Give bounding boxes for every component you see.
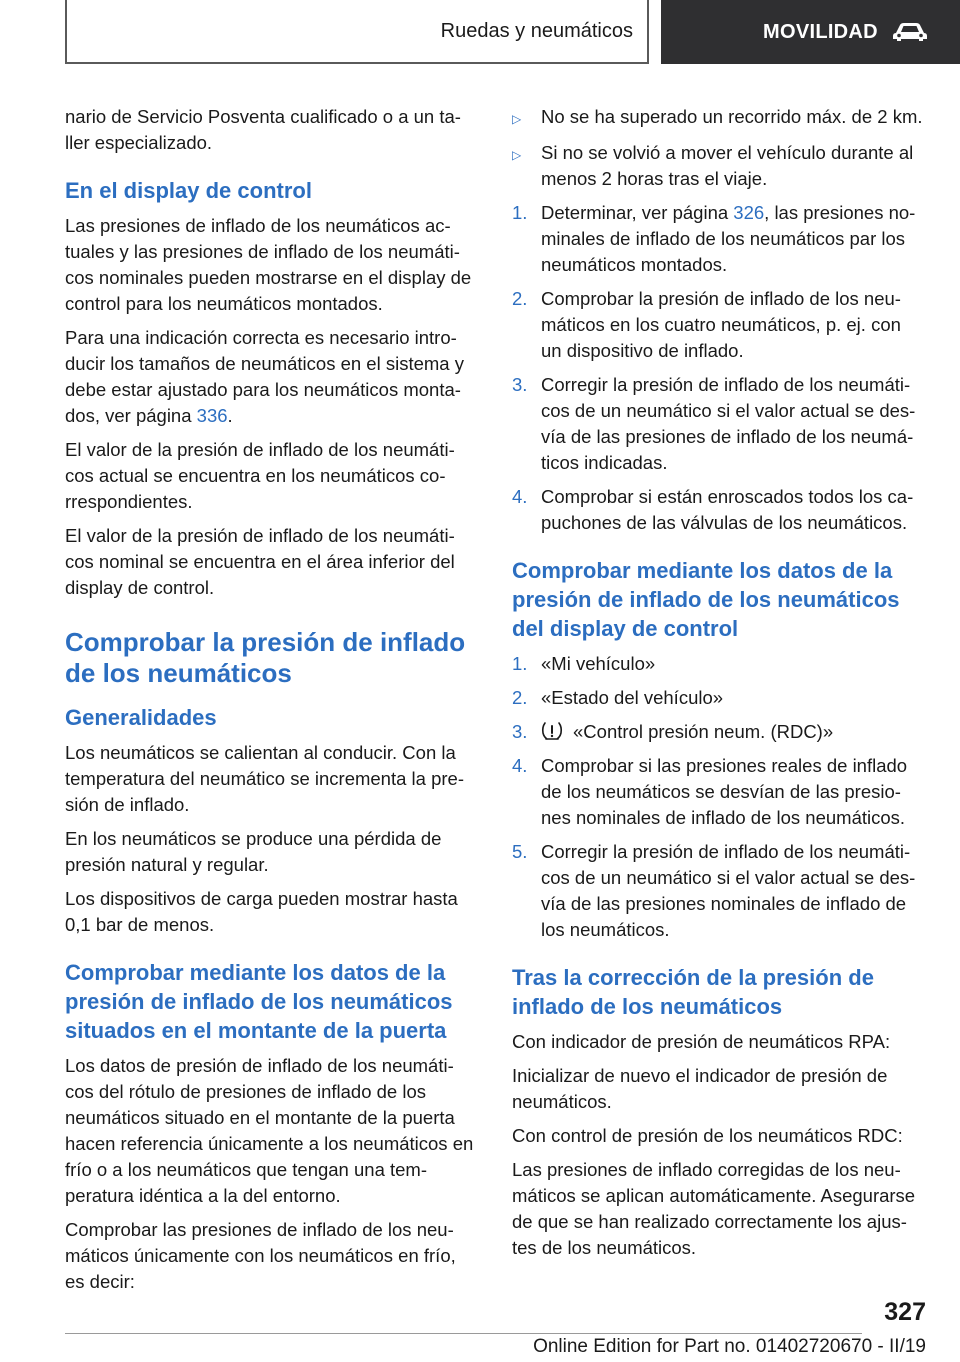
paragraph: Las presiones de inflado corregidas de los neu‐máticos se aplican automáticamente. Asegurarse de que se han realizado correctamente los ajus‐tes de los neumáticos. — [512, 1159, 916, 1258]
paragraph: Inicializar de nuevo el indicador de presión de neumáticos. — [512, 1065, 888, 1112]
heading-display-check: Comprobar mediante los datos de la presión de inflado de los neumáticos del display de control — [512, 558, 900, 641]
heading-check-pressure: Comprobar la presión de inflado de los neumáticos — [65, 627, 466, 688]
paragraph: Los dispositivos de carga pueden mostrar hasta 0,1 bar de menos. — [65, 888, 458, 935]
list-item: 2. «Estado del vehículo» — [512, 687, 724, 708]
condition-list — [512, 104, 926, 192]
list-item: ▷ Si no se volvió a mover el vehículo durante al menos 2 horas tras el viaje. — [512, 140, 926, 192]
footer-divider — [65, 1333, 862, 1334]
paragraph: Con control de presión de los neumáticos RDC: — [512, 1125, 903, 1146]
heading-after-correction: Tras la corrección de la presión de inflado de los neumáticos — [512, 965, 874, 1019]
steps-list-1 — [512, 200, 926, 536]
paragraph: Para una indicación correcta es necesario intro‐ducir los tamaños de neumáticos en el sistema y debe estar ajustado para los neumáticos monta‐dos, ver página 336. — [65, 327, 464, 426]
header-section-title: Ruedas y neumáticos — [440, 19, 633, 42]
car-icon — [892, 21, 928, 43]
paragraph: En los neumáticos se produce una pérdida de presión natural y regular. — [65, 828, 442, 875]
edition-note: Online Edition for Part no. 01402720670 - II/19 — [533, 1336, 926, 1357]
list-item: 5. Corregir la presión de inflado de los neumáti‐cos de un neumático si el valor actual se des‐vía de las presiones nominales de inflado de los neumáticos. — [512, 841, 916, 940]
paragraph: nario de Servicio Posventa cualificado o a un ta‐ller especializado. — [65, 106, 461, 153]
heading-general: Generalidades — [65, 705, 217, 730]
triangle-bullet-icon: ▷ — [512, 112, 522, 126]
heading-door-pillar: Comprobar mediante los datos de la presión de inflado de los neumáticos situados en el montante de la puerta — [65, 960, 453, 1043]
paragraph: Las presiones de inflado de los neumáticos ac‐tuales y las presiones de inflado de los neumáti‐cos nominales pueden mostrarse en el display de control para los neumáticos montados. — [65, 215, 472, 314]
list-item: 1. «Mi vehículo» — [512, 653, 656, 674]
header-chapter-box — [661, 0, 960, 64]
header-chapter-title: MOVILIDAD — [763, 20, 878, 43]
heading-display: En el display de control — [65, 178, 312, 203]
list-item: 1. Determinar, ver página 326, las presiones no‐minales de inflado de los neumáticos par los neumáticos montados. — [512, 202, 916, 275]
triangle-bullet-icon: ▷ — [512, 148, 522, 162]
header-section-box — [65, 0, 649, 64]
page-link-336[interactable]: 336 — [196, 405, 228, 426]
page-link-326[interactable]: 326 — [733, 202, 765, 223]
paragraph: Los neumáticos se calientan al conducir. Con la temperatura del neumático se incrementa la pre‐sión de inflado. — [65, 742, 464, 815]
list-item: 3. Corregir la presión de inflado de los neumáti‐cos de un neumático si el valor actual se des‐vía de las presiones de inflado de los neumá‐ticos indicadas. — [512, 374, 916, 473]
list-item: 4. Comprobar si están enroscados todos los ca‐puchones de las válvulas de los neumáticos. — [512, 486, 914, 533]
steps-list-2 — [512, 651, 926, 943]
list-item: 3. «Control presión neum. (RDC)» — [512, 721, 834, 742]
tire-pressure-warning-icon — [541, 721, 563, 741]
paragraph: Los datos de presión de inflado de los neumáti‐cos del rótulo de presiones de inflado de los neumáticos situado en el montante de la puerta hacen referencia únicamente a los neumáticos en frío o a los neumáticos que tengan una tem‐peratura idéntica a la del entorno. — [65, 1055, 474, 1206]
left-column — [65, 104, 475, 1303]
paragraph: Con indicador de presión de neumáticos RPA: — [512, 1031, 891, 1052]
paragraph: El valor de la presión de inflado de los neumáti‐cos nominal se encuentra en el área inferior del display de control. — [65, 525, 455, 598]
list-item: ▷ No se ha superado un recorrido máx. de 2 km. — [512, 104, 926, 132]
paragraph: El valor de la presión de inflado de los neumáti‐cos actual se encuentra en los neumáticos co‐rrespondientes. — [65, 439, 455, 512]
page-number: 327 — [884, 1298, 926, 1326]
list-item: 4. Comprobar si las presiones reales de inflado de los neumáticos se desvían de las presio‐nes nominales de inflado de los neumáticos. — [512, 755, 908, 828]
list-item: 2. Comprobar la presión de inflado de los neu‐máticos en los cuatro neumáticos, p. ej. con un dispositivo de inflado. — [512, 288, 901, 361]
paragraph: Comprobar las presiones de inflado de los neu‐máticos únicamente con los neumáticos en frío, es decir: — [65, 1219, 456, 1292]
right-column — [512, 104, 926, 1269]
